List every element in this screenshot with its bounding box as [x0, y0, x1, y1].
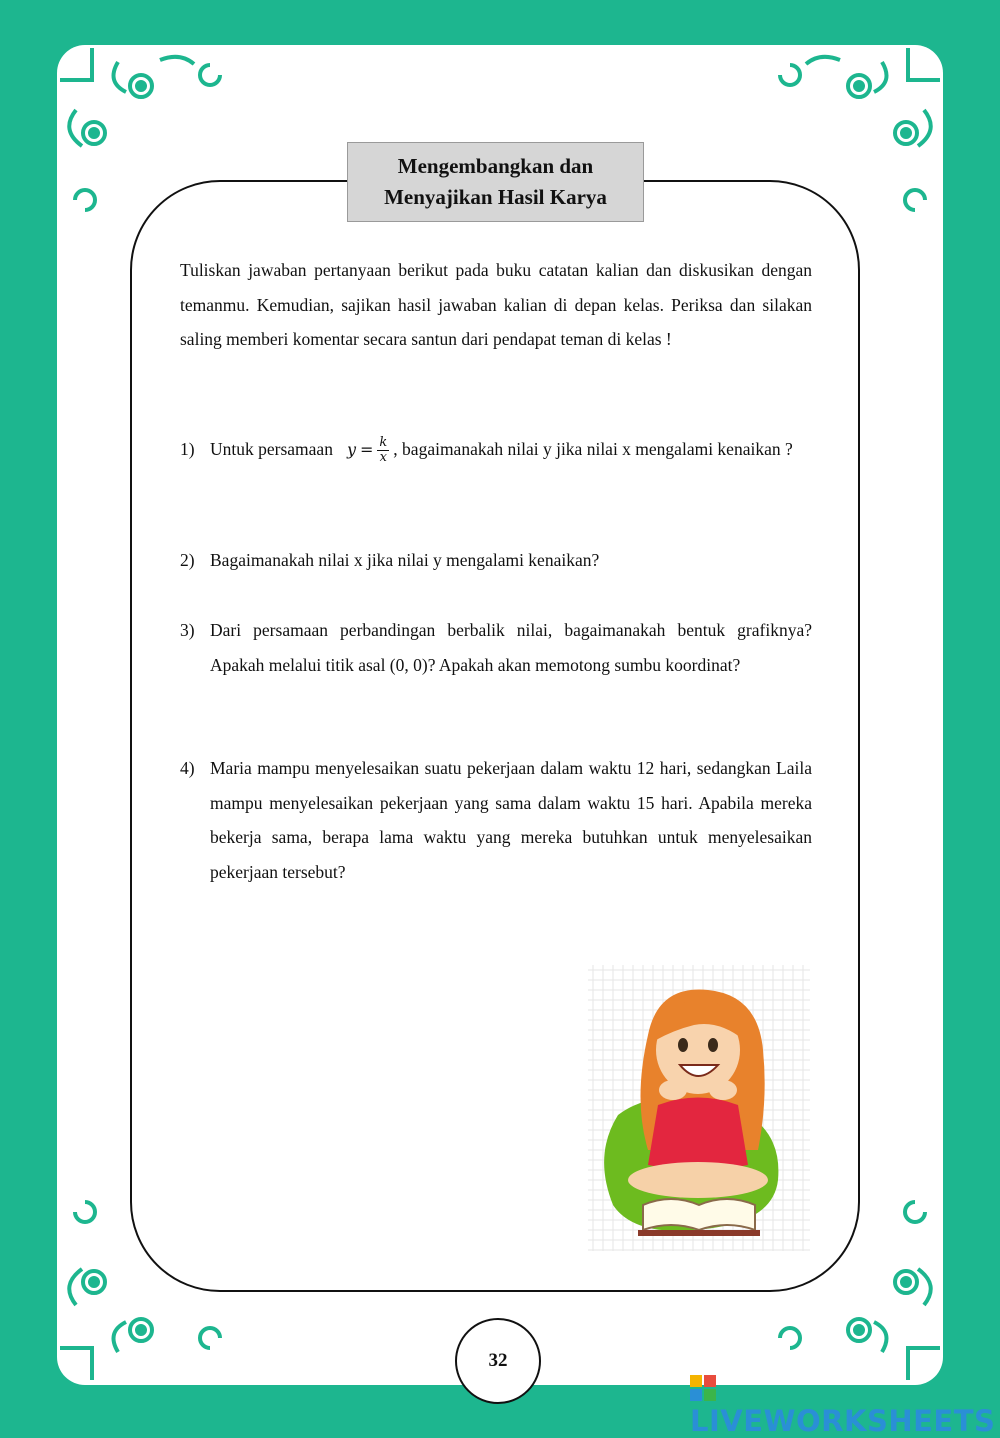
question-text: Maria mampu menyelesaikan suatu pekerjaan dalam waktu 12 hari, sedangkan Laila mampu menyelesaikan pekerjaan yang sama dalam waktu 15 hari. Apabila mereka bekerja sama, berapa lama waktu yang mereka butuhkan untuk menyelesaikan pekerjaan tersebut?: [210, 758, 812, 882]
question-1-text-after: , bagaimanakah nilai y jika nilai x mengalami kenaikan ?: [393, 439, 793, 459]
liveworksheets-logo-icon: [690, 1375, 716, 1401]
question-4: [180, 751, 812, 889]
question-number: 3): [180, 620, 195, 640]
liveworksheets-watermark: [690, 1373, 1000, 1438]
question-1-text-before: Untuk persamaan: [210, 439, 333, 459]
equation-fraction: [377, 436, 389, 465]
page-number: 32: [455, 1318, 541, 1404]
question-text: Bagaimanakah nilai x jika nilai y mengalami kenaikan?: [210, 550, 600, 570]
girl-reading-illustration: [588, 965, 810, 1251]
equation-y: y: [346, 440, 356, 459]
section-title-line-1: Mengembangkan dan: [397, 154, 594, 178]
section-title-line-2: Menyajikan Hasil Karya: [384, 185, 607, 209]
question-text: Dari persamaan perbandingan berbalik nilai, bagaimanakah bentuk grafiknya? Apakah melalui titik asal (0, 0)? Apakah akan memotong sumbu koordinat?: [210, 620, 812, 675]
fraction-numerator: k: [379, 435, 388, 451]
watermark-text: LIVEWORKSHEETS: [690, 1404, 996, 1438]
section-title: [347, 142, 644, 222]
question-1: [180, 432, 812, 468]
question-2: [180, 543, 812, 578]
equation-equals: =: [360, 440, 374, 459]
question-number: 2): [180, 550, 195, 570]
question-number: 4): [180, 758, 195, 778]
fraction-denominator: x: [379, 450, 388, 466]
question-3: [180, 613, 812, 682]
question-number: 1): [180, 439, 195, 459]
intro-paragraph: Tuliskan jawaban pertanyaan berikut pada buku catatan kalian dan diskusikan dengan temanmu. Kemudian, sajikan hasil jawaban kalian di depan kelas. Periksa dan silakan saling memberi komentar secara santun dari pendapat teman di kelas !: [180, 260, 812, 349]
